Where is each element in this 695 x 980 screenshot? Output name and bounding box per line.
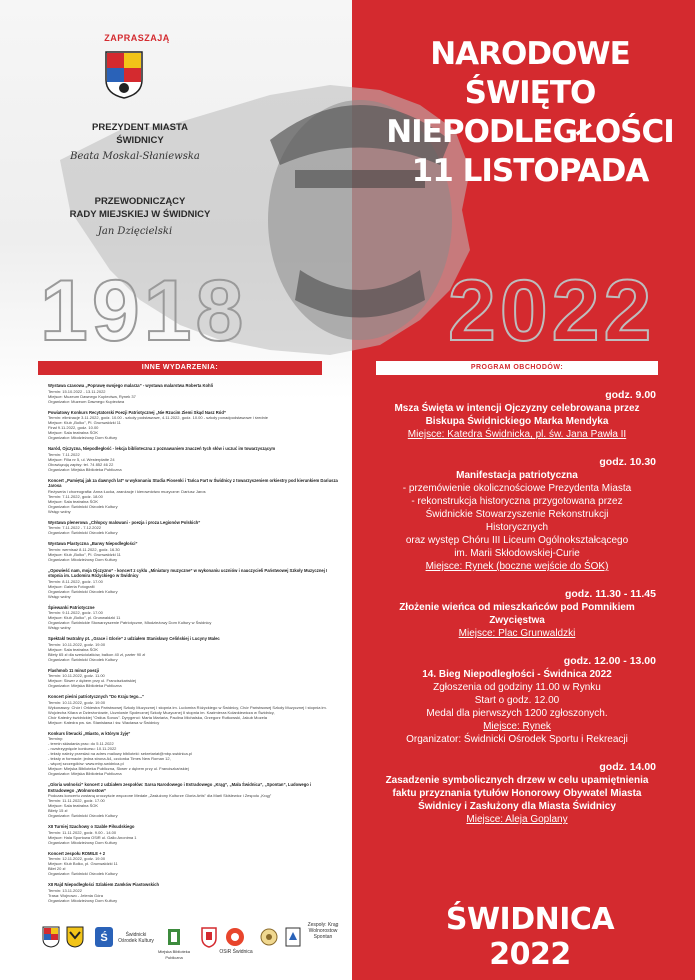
event-detail: Termin: 10.11.2022, godz. 19.00 xyxy=(48,699,106,705)
footer-city: ŚWIDNICA 2022 xyxy=(445,902,615,972)
event-title: Naród, Ojczyzna, Niepodległość - lekcja biblioteczna z poznawaniem znaczeń tych słów i uczuć im towarzyszącym xyxy=(48,446,276,451)
program-detail: Zgłoszenia od godziny 11.00 w Rynku xyxy=(433,682,601,693)
event-detail: Termin: 11.11.2022, godz. 17.00 xyxy=(48,798,105,803)
program-place: Miejsce: Rynek xyxy=(483,721,551,732)
event-item xyxy=(48,605,338,631)
event-title: Powiatowy Konkurs Recytatorski Poezji Patriotycznej „Nie Rzucim Ziemi Skąd Nasz Ród” xyxy=(48,409,227,415)
program-place: Miejsce: Rynek (boczne wejście do ŚOK) xyxy=(425,561,609,572)
mbp-logo-text: Miejska Biblioteka Publiczna xyxy=(157,949,190,960)
event-item xyxy=(48,446,338,472)
program-list xyxy=(378,388,656,840)
event-detail: - teksty w formacie: jedna strona A4, czcionka Times New Roman 12, xyxy=(48,756,171,761)
event-detail: Wstęp wolny xyxy=(48,625,71,630)
event-item xyxy=(48,636,338,662)
event-title: „Gloria wolności” koncert z udziałem zespołów: Sarsa Narodowego i Estradowego „Krąg”, „Mała Świdnica”, „Spontan”, Ludowego i Estradowego „Wolnorostow” xyxy=(48,782,312,793)
badge-logo-icon xyxy=(284,926,302,948)
other-events-list xyxy=(48,383,338,903)
event-item xyxy=(48,383,338,404)
event-detail: Termin: 10.11.2022, godz. 11.00 xyxy=(48,673,105,678)
event-item xyxy=(48,410,338,441)
year-2022: 2022 xyxy=(448,263,656,359)
event-detail: Termin: 7.11.2022, godz. 18.00 xyxy=(48,493,103,499)
event-title: Wystawa plenerowa „Chłopcy malowani - poezja i proza Legionów Polskich” xyxy=(48,519,201,525)
program-title: Msza Święta w intencji Ojczyzny celebrowana przez Biskupa Świdnickiego Marka Mendyka xyxy=(394,403,640,427)
event-detail: Miejsce: Hala Sportowa OSiR ul. Gallo Anonima 1 xyxy=(48,834,137,840)
svg-text:Ś: Ś xyxy=(100,932,108,944)
event-detail: Organizator: Młodzieżowy Dom Kultury xyxy=(48,897,118,903)
event-item xyxy=(48,478,338,514)
program-place: Miejsce: Katedra Świdnicka, pl. św. Jana Pawła II xyxy=(407,429,627,440)
event-title: Konkurs literacki „Miasto, w którym żyję” xyxy=(48,730,131,736)
event-detail: - więcej szczegółów: www.mbp.swidnica.pl xyxy=(48,761,124,766)
event-item xyxy=(48,851,338,877)
event-detail: Termin: 12.11.2022, godz. 19.00 xyxy=(48,856,106,861)
event-detail: Miejsce: Miejska Biblioteka Publiczna, Skwer z dębem przy ul. Franciszkańskiej xyxy=(48,766,189,771)
title-line-2: ŚWIĘTO xyxy=(464,75,596,111)
program-time: godz. 11.30 - 11.45 xyxy=(564,588,656,600)
event-title: Koncert „Pamiętaj jak za dawnych lat” w wykonaniu Studia Piosenki i Tańca Fart w Świdnicy z towarzyszeniem orkiestry pod kierunkiem Dariusza Jarosa xyxy=(48,477,338,488)
event-detail: Miejsce: Klub „Bolko”, pl. Grunwaldzki 11 xyxy=(48,615,121,620)
mayor-signature: Beata Moskal-Słaniewska xyxy=(70,151,200,162)
program-organizer: Organizator: Świdnicki Ośrodek Sportu i Rekreacji xyxy=(406,734,628,745)
event-title: „Opowieść nam, moja Ojczyzno” - koncert z cyklu „Miniatury muzyczne” w wykonaniu uczniów i nauczycieli Państwowej Szkoły Muzycznej I stopnia im. Ludomira Różyckiego w Świdnicy xyxy=(48,567,328,578)
program-time: godz. 10.30 xyxy=(599,456,656,468)
event-detail: Terminy: xyxy=(48,736,64,741)
event-detail: Organizator: Miejska Biblioteka Publiczna xyxy=(48,683,122,688)
program-time: godz. 14.00 xyxy=(599,761,656,773)
event-detail: Obowiązują zapisy: tel. 74 852 46 22 xyxy=(48,461,114,467)
event-title: XII Turniej Szachowy o Szable Piłsudskiego xyxy=(48,824,135,829)
event-detail: Wstęp wolny xyxy=(48,508,71,514)
event-detail: Miejsce: Klub Bolko, pl. Grunwaldzki 11 xyxy=(48,861,118,866)
event-detail: Organizator: Młodzieżowy Dom Kultury xyxy=(48,435,118,440)
program-item xyxy=(378,760,656,826)
mayor-title-line2: ŚWIDNICY xyxy=(116,135,164,146)
event-title: Śpiewanki Patriotyczne xyxy=(48,604,95,610)
event-detail: Miejsce: Sala teatralna ŚOK xyxy=(48,498,99,504)
event-item xyxy=(48,731,338,777)
program-detail: Świdnickie Stowarzyszenie Rekonstrukcji xyxy=(425,509,609,520)
emblem-logo-icon xyxy=(260,926,278,948)
event-detail: Termin: 15.10.2022 - 13.11.2022 xyxy=(48,388,106,394)
event-item xyxy=(48,568,338,599)
event-title: Flashmob 11 minut poezji xyxy=(48,667,99,673)
osir-logo-icon xyxy=(224,926,246,948)
program-detail: Start o godz. 12.00 xyxy=(474,695,560,706)
program-detail: - przemówienie okolicznościowe Prezydenta Miasta xyxy=(402,483,632,494)
county-crest-icon xyxy=(66,926,84,948)
event-detail: Termin: eliminacje 3.11.2022, godz. 10.00 - szkoły podstawowe, 4.11.2022, godz. 10.00 - szkoły ponadpodstawowe i średnie xyxy=(48,415,268,420)
council-title-line2: RADY MIEJSKIEJ W ŚWIDNICY xyxy=(69,209,211,220)
event-detail: Termin: 7.11.2022 xyxy=(48,451,80,457)
event-detail: Termin: 13.11.2022 xyxy=(48,887,82,893)
city-crest-small-icon xyxy=(42,926,60,948)
event-detail: Podczas koncertu zostaną uroczyście wręczone Medale „Zasłużony Kulturze Gloria Artis” dla Marii Skiślewicz i Zespołu „Krąg” xyxy=(48,793,272,798)
program-header: PROGRAM OBCHODÓW: xyxy=(376,361,658,375)
program-place: Miejsce: Aleja Goplany xyxy=(466,814,568,825)
event-detail: Finał 9.11.2022, godz. 10.00 xyxy=(48,425,99,430)
shield-logo-icon xyxy=(200,926,218,948)
mbp-logo-icon xyxy=(166,926,182,948)
event-detail: Miejsce: Klub „Bolko”, Pl. Grunwaldzki 11 xyxy=(48,551,121,557)
event-detail: Miejsce: Sala teatralna ŚOK xyxy=(48,803,99,808)
event-detail: Organizator: Młodzieżowy Dom Kultury xyxy=(48,839,118,845)
event-item xyxy=(48,668,338,689)
event-item xyxy=(48,882,338,903)
mayor-title-line1: PREZYDENT MIASTA xyxy=(92,122,188,133)
event-detail: Organizator: Świdnicki Ośrodek Kultury xyxy=(48,813,118,818)
invite-label: ZAPRASZAJĄ xyxy=(104,33,170,43)
event-item xyxy=(48,824,338,845)
event-title: Wystawa Plastyczna „Barwy Niepodległości” xyxy=(48,541,138,546)
event-detail: Wstęp wolny xyxy=(48,593,71,599)
event-title: Koncert pieśni patriotycznych "Do Kraju tego..." xyxy=(48,694,144,699)
program-item xyxy=(378,654,656,746)
event-detail: Miejsce: Galeria Fotografii xyxy=(48,583,95,589)
program-detail: im. Marii Skłodowskiej-Curie xyxy=(454,548,580,559)
city-crest-icon xyxy=(104,50,144,100)
event-title: Spektakl teatralny pt. „Grace i Glorie” z udziałem Stanisławy Celińskiej i Lucyny Malec xyxy=(48,636,220,641)
program-item xyxy=(378,587,656,640)
event-detail: Miejsce: Filia nr 5, ul. Westerplatte 24 xyxy=(48,456,115,462)
event-title: Koncert zespołu ROMILE + 2 xyxy=(48,850,106,856)
event-detail: - teksty należy przesłać na adres mailowy biblioteki: sekretariat@mbp.swidnica.pl xyxy=(48,751,192,756)
event-detail: Bilety 65 zł dla sześciolatków, balkon 40 zł, parter 90 zł xyxy=(48,651,146,657)
event-detail: - rozstrzygnięcie konkursu: 10.11.2022 xyxy=(48,746,117,751)
osir-logo-text: OSiR Świdnica xyxy=(219,949,253,955)
program-item xyxy=(378,388,656,441)
event-detail: Termin: wernisaż 8.11.2022, godz. 16.30 xyxy=(48,546,120,552)
council-title-line1: PRZEWODNICZĄCY xyxy=(94,196,186,207)
main-title xyxy=(380,35,680,191)
event-detail: Organizator: Świdnicki Ośrodek Kultury xyxy=(48,588,118,594)
event-detail: Termin: 8.11.2022, godz. 17.00 xyxy=(48,578,103,584)
event-title: XII Rajd Niepodległości Szlakiem Zamków Piastowskich xyxy=(48,882,160,887)
program-title: Zasadzenie symbolicznych drzew w celu upamiętnienia faktu przyznania tytułów Honorowy Obywatel Miasta Świdnicy i Zasłużony dla Miasta Świdnicy xyxy=(385,775,649,812)
event-detail: Miejsce: Sala teatralna ŚOK xyxy=(48,646,99,652)
ensembles-logo-text: Zespoły: Krąg Wolnorostow Spontan xyxy=(307,922,339,940)
program-item xyxy=(378,455,656,573)
event-detail: Organizator: Muzeum Dawnego Kupiectwa xyxy=(48,398,125,404)
event-detail: Miejsce: Skwer z dębem przy ul. Franciszkańskiej xyxy=(48,678,137,683)
event-detail: Organizator: Miejska Biblioteka Publiczna xyxy=(48,771,122,776)
event-item xyxy=(48,541,338,562)
event-detail: Chór Katedry świdnickiej "Ostius Sonus". Dyrygenci: Marta Mariańa, Paulina Michalska, Grzegorz Rutkowski, Jakub Mozela xyxy=(48,714,267,720)
event-detail: Organizator: Świdnicki Ośrodek Kultury xyxy=(48,503,118,509)
program-detail: oraz występ Chóru III Liceum Ogólnokształcącego xyxy=(405,535,629,546)
program-time: godz. 9.00 xyxy=(605,389,656,401)
event-title: Wystawa czasowa „Poprawę swojego malarza” - wystawa malarstwa Roberta Kohli xyxy=(48,383,213,388)
program-title: Manifestacja patriotyczna xyxy=(456,470,578,481)
event-detail: - termin składania prac: do 5.11.2022 xyxy=(48,741,114,746)
year-1918: 1918 xyxy=(40,263,248,359)
program-detail: - rekonstrukcja historyczna przygotowana przez xyxy=(411,496,623,507)
sok-logo-icon xyxy=(94,926,114,948)
event-detail: Wykonawcy: Chór I Orkiestra Państwowej Szkoły Muzycznej I stopnia im. Ludomira Różyckiego w Świdnicy, Chór Państwowej Szkoły Muzycznej I stopnia im. Wojciecha Kilara w Dzierżoniowie, Uczniowie Społecznej Szkoły Muzycznej II stopnia im. Kazimierza Kolankiewicza w Świdnicy, xyxy=(48,704,327,715)
event-detail: Miejsce: Klub „Bolko”, Pl. Grunwaldzki 11 xyxy=(48,420,121,425)
event-detail: Termin: 11.11.2022, godz. 9.00 - 14.00 xyxy=(48,829,117,835)
event-detail: Bilet 20 zł xyxy=(48,866,66,871)
event-detail: Termin: 9.11.2022, godz. 17.00 xyxy=(48,610,103,615)
other-events-header: INNE WYDARZENIA: xyxy=(38,361,322,375)
event-detail: Termin: 10.11.2022, godz. 19.00 xyxy=(48,641,106,647)
event-detail: Trasa: Wojnowo - Jelenia Góra xyxy=(48,892,103,898)
title-line-3: NIEPODLEGŁOŚCI xyxy=(386,114,674,150)
event-detail: Termin: 7.11.2022 - 7.12.2022 xyxy=(48,525,102,530)
program-title: 14. Bieg Niepodległości - Świdnica 2022 xyxy=(422,669,612,680)
council-signature: Jan Dzięcielski xyxy=(97,226,173,237)
program-title: Złożenie wieńca od mieszkańców pod Pomnikiem Zwycięstwa xyxy=(399,602,635,626)
event-detail: Organizator: Młodzieżowy Dom Kultury xyxy=(48,556,118,562)
title-line-1: NARODOWE xyxy=(430,36,630,72)
event-detail: Reżyseria i choreografia: Anna Łucka, aranżacje i kierownictwo muzyczne: Dariusz Jaros xyxy=(48,488,206,494)
program-detail: Historycznych xyxy=(485,522,549,533)
event-detail: Organizator: Świdnicki Ośrodek Kultury xyxy=(48,656,118,662)
program-time: godz. 12.00 - 13.00 xyxy=(563,655,656,667)
event-detail: Organizator: Świdnickie Stowarzyszenie Patriotyczne, Młodzieżowy Dom Kultury w Świdnicy xyxy=(48,620,212,625)
event-item xyxy=(48,520,338,536)
partner-logos xyxy=(38,918,348,958)
event-detail: Miejsce: Muzeum Dawnego Kupiectwa, Rynek 37 xyxy=(48,393,136,399)
sok-logo-text: Świdnicki Ośrodek Kultury xyxy=(118,932,154,944)
program-place: Miejsce: Plac Grunwaldzki xyxy=(458,628,576,639)
event-item xyxy=(48,694,338,725)
event-detail: Miejsce: Sala teatralna ŚOK xyxy=(48,430,99,435)
title-line-4: 11 LISTOPADA xyxy=(411,153,649,189)
event-item xyxy=(48,782,338,818)
event-detail: Miejsce: Katedra pw. św. Stanisława i św. Wacława w Świdnicy xyxy=(48,719,160,725)
event-detail: Organizator: Świdnicki Ośrodek Kultury xyxy=(48,530,118,535)
program-detail: Medal dla pierwszych 1200 zgłoszonych. xyxy=(426,708,608,719)
event-detail: Organizator: Świdnicki Ośrodek Kultury xyxy=(48,871,118,876)
event-detail: Organizator: Miejska Biblioteka Publiczna xyxy=(48,466,122,472)
event-detail: Bilety 15 zł xyxy=(48,808,68,813)
